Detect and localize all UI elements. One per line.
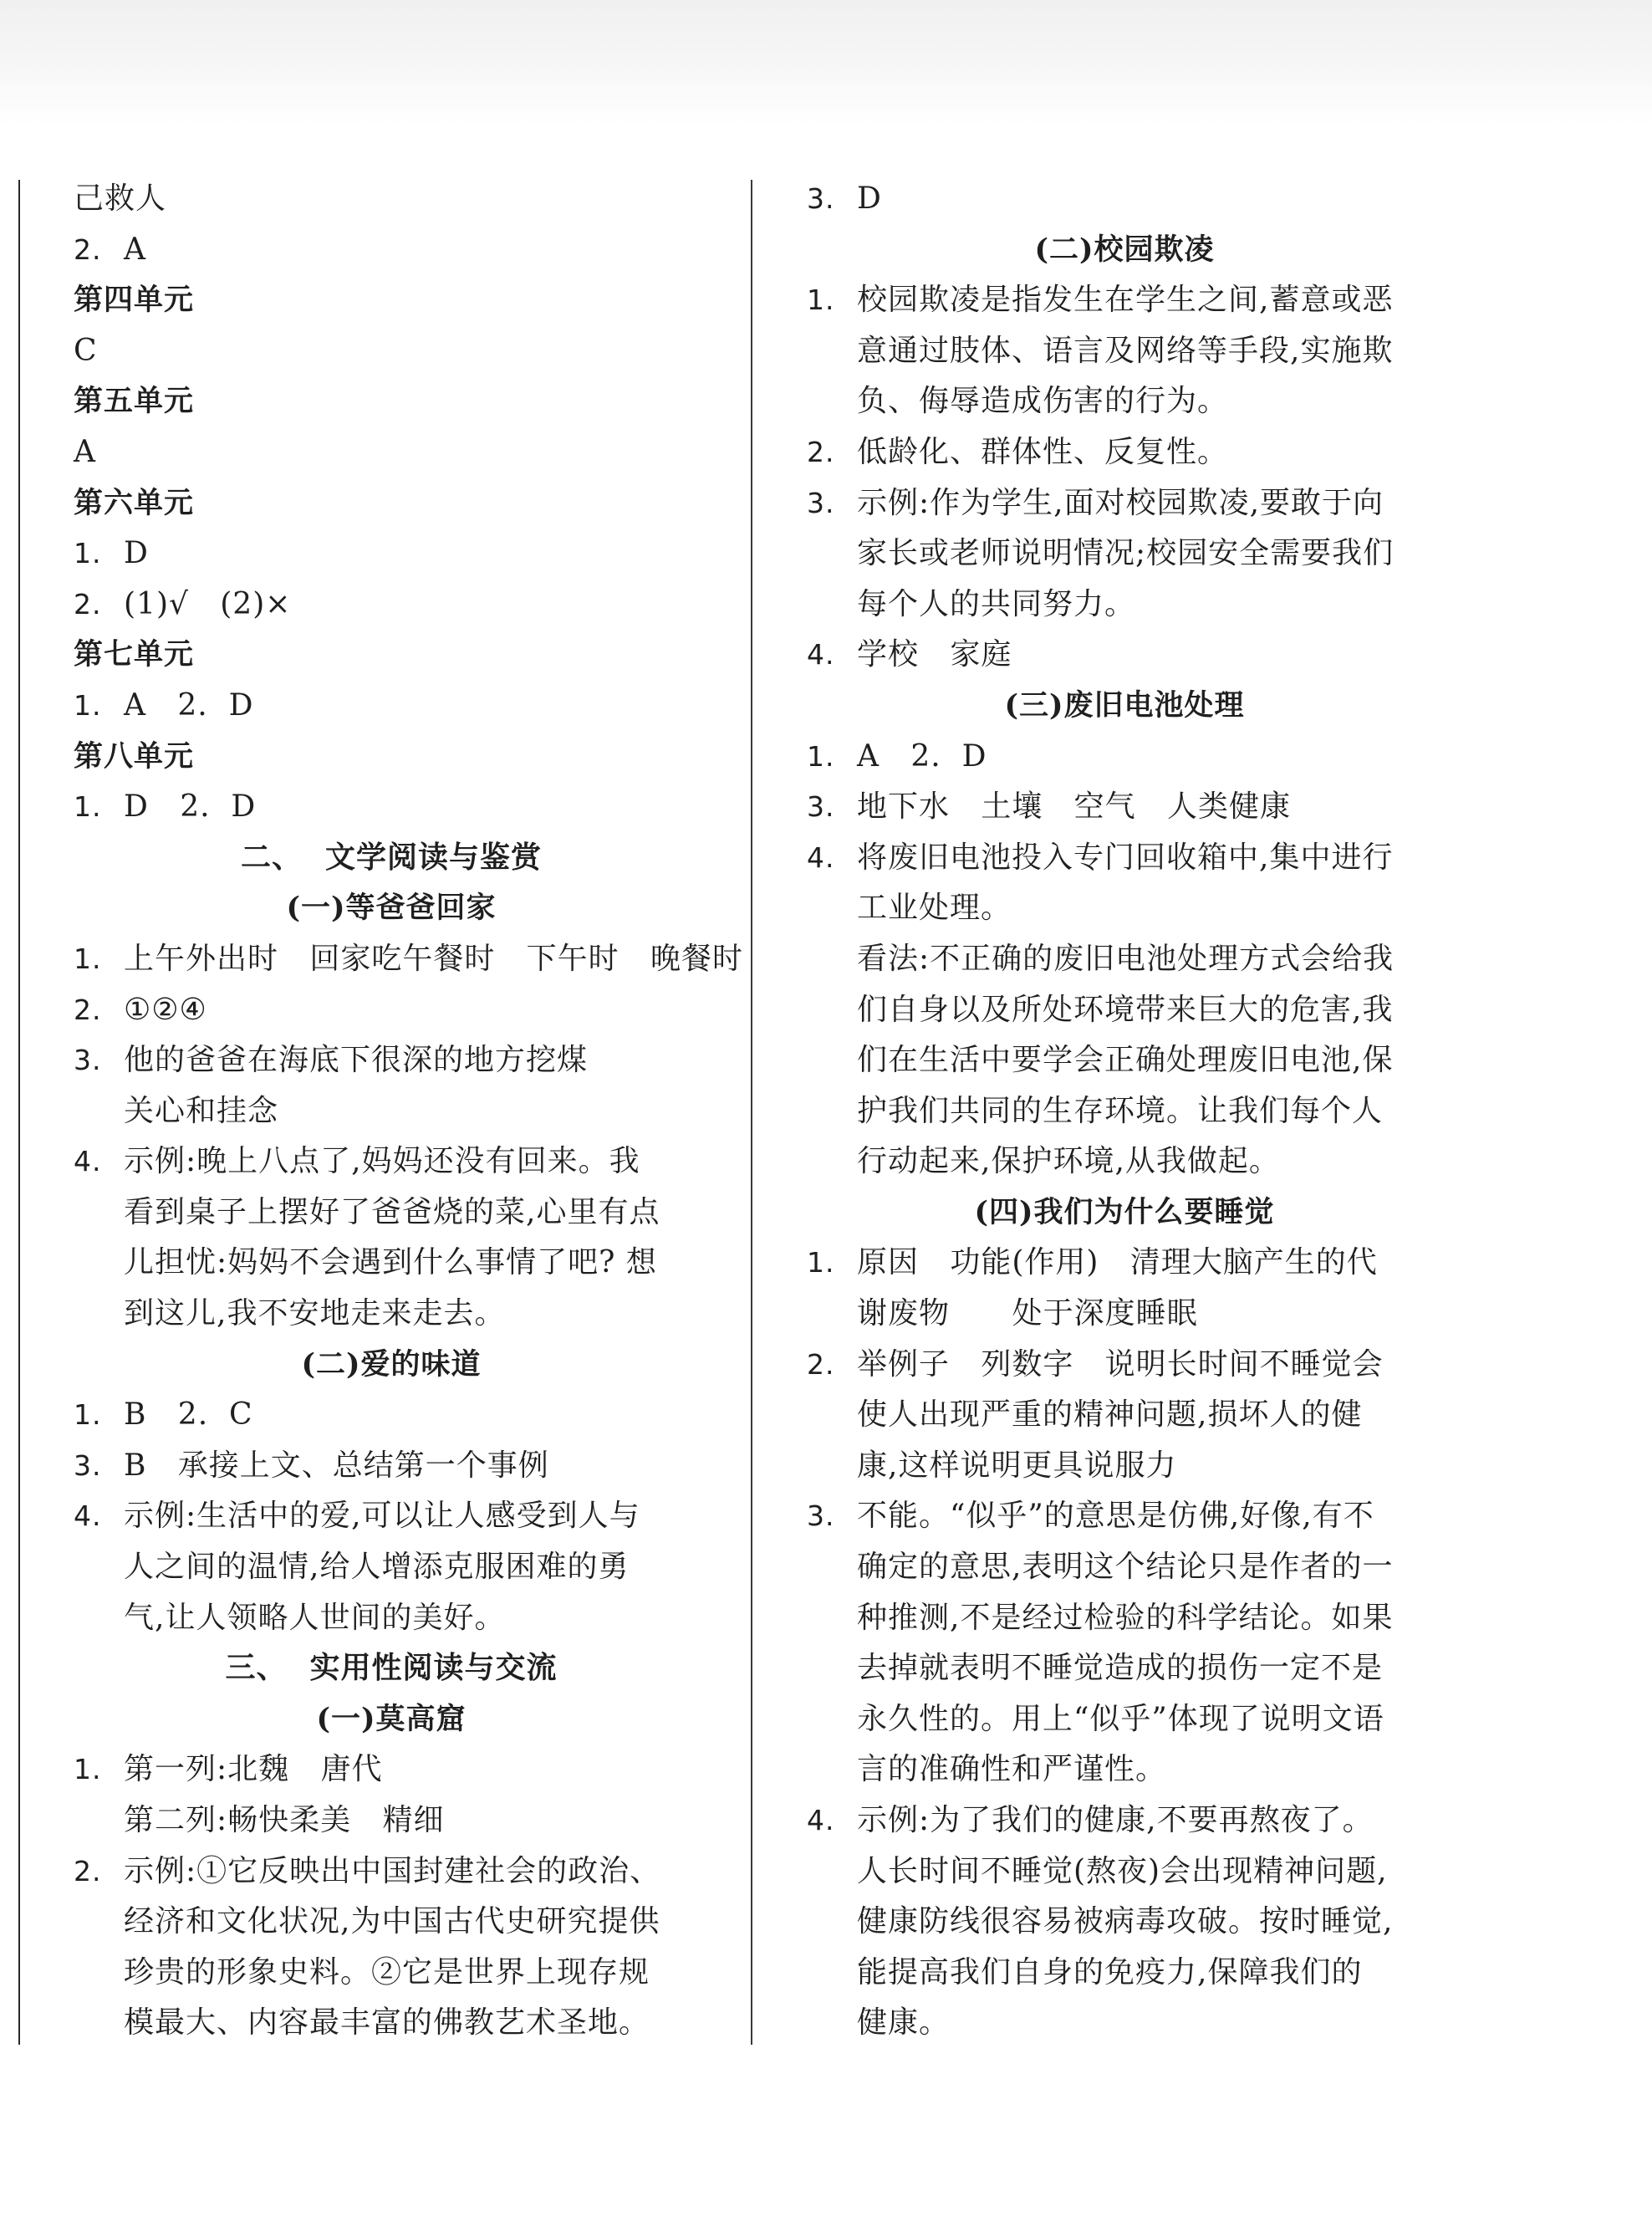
item-text: A [124, 232, 146, 267]
answer-item [807, 427, 1442, 478]
item-text: A 2. D [857, 738, 987, 774]
answer-item [807, 833, 1442, 884]
answer-continuation: 气,让人领略人世间的美好。 [124, 1600, 506, 1635]
item-number: 3. [807, 790, 835, 824]
item-number: 1. [74, 1753, 102, 1786]
item-text: 示例:作为学生,面对校园欺凌,要敢于向 [857, 485, 1384, 520]
item-text: 校园欺凌是指发生在学生之间,蓄意或恶 [857, 283, 1394, 318]
item-text: 示例:生活中的爱,可以让人感受到人与 [124, 1499, 640, 1534]
item-number: 4. [807, 840, 835, 874]
answer-line: C [74, 333, 98, 368]
answer-continuation: 健康。 [857, 2005, 951, 2041]
item-text: (1)√ (2)× [124, 586, 292, 621]
answer-line: 己救人 [74, 181, 167, 216]
answer-continuation: 每个人的共同努力。 [857, 586, 1136, 621]
answer-continuation: 们在生活中要学会正确处理废旧电池,保 [857, 1043, 1394, 1078]
item-text: 将废旧电池投入专门回收箱中,集中进行 [857, 840, 1394, 875]
answer-continuation: 负、侮辱造成伤害的行为。 [857, 384, 1229, 419]
answer-item [74, 1390, 709, 1441]
column-divider [751, 180, 752, 2045]
answer-item [74, 1441, 709, 1492]
unit-heading: 第八单元 [74, 739, 195, 774]
answer-continuation: 使人出现严重的精神问题,损坏人的健 [857, 1397, 1363, 1433]
right-column [807, 174, 1442, 2049]
item-number: 3. [807, 182, 835, 215]
answer-item [807, 1340, 1442, 1391]
item-number: 4. [74, 1145, 102, 1178]
item-text: 示例:晚上八点了,妈妈还没有回来。我 [124, 1144, 640, 1179]
passage-title: (四)我们为什么要睡觉 [974, 1194, 1275, 1229]
answer-item [807, 1795, 1442, 1847]
item-number: 3. [807, 1499, 835, 1533]
item-text: D [857, 181, 882, 216]
passage-title: (一)等爸爸回家 [286, 891, 497, 926]
answer-item [74, 681, 709, 732]
item-number: 1. [74, 790, 102, 824]
item-number: 1. [74, 942, 102, 975]
item-text: 原因 功能(作用) 清理大脑产生的代 [857, 1245, 1378, 1280]
left-margin-rule [18, 180, 20, 2045]
item-text: D [124, 536, 149, 571]
item-text: 低龄化、群体性、反复性。 [857, 434, 1229, 469]
item-number: 1. [74, 537, 102, 570]
answer-item [807, 782, 1442, 833]
answer-item [74, 1137, 709, 1188]
answer-item [807, 1238, 1442, 1289]
answer-item [807, 1491, 1442, 1542]
answer-item [807, 275, 1442, 326]
item-text: 示例:为了我们的健康,不要再熬夜了。 [857, 1803, 1374, 1837]
answer-item [74, 934, 743, 985]
left-column [74, 174, 743, 2049]
answer-continuation: 到这儿,我不安地走来走去。 [124, 1296, 506, 1331]
item-number: 4. [807, 1804, 835, 1836]
answer-item [807, 174, 1442, 225]
answer-continuation: 第二列:畅快柔美 精细 [124, 1803, 445, 1837]
item-text: 学校 家庭 [857, 637, 1012, 672]
item-number: 1. [807, 739, 835, 773]
section-heading: 三、 实用性阅读与交流 [225, 1651, 558, 1686]
item-text: ①②④ [124, 992, 207, 1027]
answer-continuation: 确定的意思,表明这个结论只是作者的一 [857, 1550, 1394, 1585]
answer-continuation: 康,这样说明更具说服力 [857, 1448, 1177, 1483]
answer-continuation: 儿担忧:妈妈不会遇到什么事情了吧? 想 [124, 1245, 657, 1280]
answer-continuation: 言的准确性和严谨性。 [857, 1752, 1167, 1787]
answer-continuation: 能提高我们自身的免疫力,保障我们的 [857, 1954, 1363, 1990]
answer-continuation: 永久性的。用上“似乎”体现了说明文语 [857, 1701, 1384, 1736]
answer-item [74, 580, 709, 631]
item-text: B 2. C [124, 1397, 253, 1433]
answer-continuation: 看法:不正确的废旧电池处理方式会给我 [857, 941, 1395, 976]
answer-continuation: 们自身以及所处环境带来巨大的危害,我 [857, 992, 1394, 1027]
item-number: 4. [807, 638, 835, 672]
answer-continuation: 工业处理。 [857, 891, 1012, 926]
unit-heading: 第五单元 [74, 385, 195, 419]
answer-continuation: 健康防线很容易被病毒攻破。按时睡觉, [857, 1904, 1394, 1939]
item-text: 他的爸爸在海底下很深的地方挖煤 [124, 1043, 589, 1078]
item-text: 上午外出时 回家吃午餐时 下午时 晚餐时 [124, 941, 743, 976]
answer-item [807, 732, 1442, 783]
answer-item [74, 1744, 709, 1795]
item-number: 2. [807, 1347, 835, 1381]
answer-item [807, 478, 1442, 529]
item-text: 示例:①它反映出中国封建社会的政治、 [124, 1853, 661, 1888]
passage-title: (一)莫高窟 [316, 1701, 467, 1736]
item-number: 2. [74, 1854, 102, 1887]
answer-continuation: 珍贵的形象史料。②它是世界上现存规 [124, 1954, 650, 1990]
item-number: 4. [74, 1499, 102, 1533]
answer-item [74, 782, 709, 833]
answer-continuation: 模最大、内容最丰富的佛教艺术圣地。 [124, 2005, 650, 2041]
unit-heading: 第七单元 [74, 638, 195, 672]
section-heading: 二、 文学阅读与鉴赏 [240, 840, 543, 875]
item-number: 1. [807, 283, 835, 317]
item-number: 2. [74, 993, 102, 1026]
answer-item [807, 630, 1442, 681]
passage-title: (三)废旧电池处理 [1004, 687, 1245, 723]
answer-continuation: 关心和挂念 [124, 1093, 279, 1128]
item-text: A 2. D [124, 687, 254, 723]
item-number: 1. [74, 688, 102, 722]
unit-heading: 第六单元 [74, 486, 195, 520]
answer-continuation: 去掉就表明不睡觉造成的损伤一定不是 [857, 1651, 1384, 1686]
answer-continuation: 意通过肢体、语言及网络等手段,实施欺 [857, 333, 1394, 368]
item-number: 3. [74, 1044, 102, 1077]
passage-title: (二)爱的味道 [301, 1346, 482, 1382]
item-text: D 2. D [124, 789, 257, 825]
item-number: 2. [74, 232, 102, 266]
item-number: 3. [807, 486, 835, 519]
answer-continuation: 谢废物 处于深度睡眠 [857, 1296, 1198, 1331]
answer-continuation: 经济和文化状况,为中国古代史研究提供 [124, 1904, 660, 1939]
item-number: 2. [74, 587, 102, 621]
answer-line: A [74, 434, 96, 469]
answer-item [74, 1847, 709, 1898]
item-text: 举例子 列数字 说明长时间不睡觉会 [857, 1346, 1384, 1382]
answer-item [74, 529, 709, 580]
item-text: 地下水 土壤 空气 人类健康 [857, 789, 1291, 825]
answer-item [74, 225, 709, 276]
answer-item [74, 985, 709, 1036]
item-text: B 承接上文、总结第一个事例 [124, 1448, 549, 1483]
unit-heading: 第四单元 [74, 283, 195, 318]
item-text: 第一列:北魏 唐代 [124, 1752, 383, 1787]
answer-continuation: 行动起来,保护环境,从我做起。 [857, 1144, 1280, 1179]
answer-item [74, 1035, 709, 1086]
answer-continuation: 人长时间不睡觉(熬夜)会出现精神问题, [857, 1853, 1388, 1888]
scan-top-shadow [0, 0, 1652, 125]
answer-continuation: 家长或老师说明情况;校园安全需要我们 [857, 536, 1395, 571]
item-text: 不能。“似乎”的意思是仿佛,好像,有不 [857, 1499, 1374, 1534]
item-number: 2. [807, 435, 835, 468]
answer-continuation: 护我们共同的生存环境。让我们每个人 [857, 1093, 1384, 1128]
answer-continuation: 种推测,不是经过检验的科学结论。如果 [857, 1600, 1394, 1635]
item-number: 1. [74, 1398, 102, 1432]
answer-continuation: 看到桌子上摆好了爸爸烧的菜,心里有点 [124, 1194, 660, 1229]
passage-title: (二)校园欺凌 [1034, 232, 1215, 267]
answer-item [74, 1491, 709, 1542]
item-number: 1. [807, 1246, 835, 1280]
item-number: 3. [74, 1448, 102, 1482]
answer-continuation: 人之间的温情,给人增添克服困难的勇 [124, 1550, 630, 1585]
